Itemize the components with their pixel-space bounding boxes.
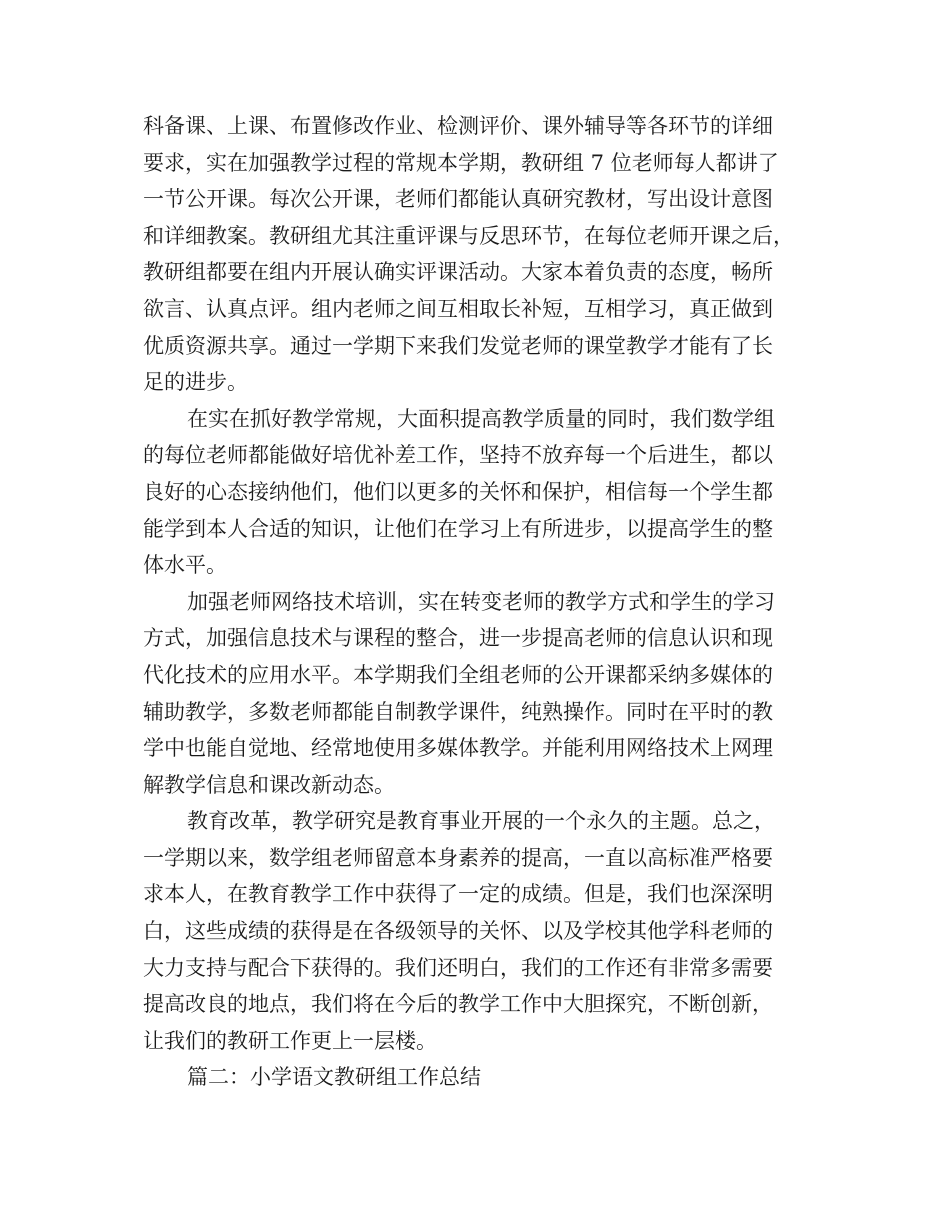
text-line: 欲言、认真点评。组内老师之间互相取长补短，互相学习，真正做到 [143, 296, 773, 321]
text-line: 优质资源共享。通过一学期下来我们发觉老师的课堂教学才能有了长 [143, 333, 773, 358]
text-line: 大力支持与配合下获得的。我们还明白，我们的工作还有非常多需要 [143, 955, 773, 980]
text-line: 科备课、上课、布置修改作业、检测评价、课外辅导等各环节的详细 [143, 114, 773, 138]
text-line: 让我们的教研工作更上一层楼。 [143, 1028, 437, 1053]
paragraph-first-line: 教育改革，教学研究是教育事业开展的一个永久的主题。总之， [187, 809, 775, 834]
text-line: 体水平。 [143, 553, 227, 578]
section-heading: 篇二：小学语文教研组工作总结 [187, 1065, 481, 1090]
text-line: 足的进步。 [143, 370, 248, 395]
text-line: 求本人，在教育教学工作中获得了一定的成绩。但是，我们也深深明 [143, 882, 773, 907]
paragraph-first-line: 加强老师网络技术培训，实在转变老师的教学方式和学生的学习 [187, 589, 775, 614]
text-line: 教研组都要在组内开展认确实评课活动。大家本着负责的态度，畅所 [143, 260, 773, 285]
text-line: 方式，加强信息技术与课程的整合，进一步提高老师的信息认识和现 [143, 626, 773, 651]
text-line: 一节公开课。每次公开课，老师们都能认真研究教材，写出设计意图 [143, 187, 773, 212]
text-line: 的每位老师都能做好培优补差工作，坚持不放弃每一个后进生，都以 [143, 443, 773, 468]
text-line: 能学到本人合适的知识，让他们在学习上有所进步，以提高学生的整 [143, 516, 773, 541]
document-body [143, 108, 823, 1096]
text-line: 要求，实在加强教学过程的常规本学期，教研组 7 位老师每人都讲了 [143, 150, 779, 175]
text-line: 解教学信息和课改新动态。 [143, 772, 395, 797]
text-line: 学中也能自觉地、经常地使用多媒体教学。并能利用网络技术上网理 [143, 736, 773, 761]
text-line: 辅助教学，多数老师都能自制教学课件，纯熟操作。同时在平时的教 [143, 699, 773, 724]
text-line: 代化技术的应用水平。本学期我们全组老师的公开课都采纳多媒体的 [143, 662, 773, 687]
text-line: 白，这些成绩的获得是在各级领导的关怀、以及学校其他学科老师的 [143, 919, 773, 944]
paragraph-first-line: 在实在抓好教学常规，大面积提高教学质量的同时，我们数学组 [187, 406, 775, 431]
text-line: 一学期以来，数学组老师留意本身素养的提高，一直以高标准严格要 [143, 845, 773, 870]
text-line: 良好的心态接纳他们，他们以更多的关怀和保护，相信每一个学生都 [143, 479, 773, 504]
text-line: 和详细教案。教研组尤其注重评课与反思环节，在每位老师开课之后， [143, 223, 794, 248]
text-line: 提高改良的地点，我们将在今后的教学工作中大胆探究，不断创新， [143, 992, 773, 1017]
